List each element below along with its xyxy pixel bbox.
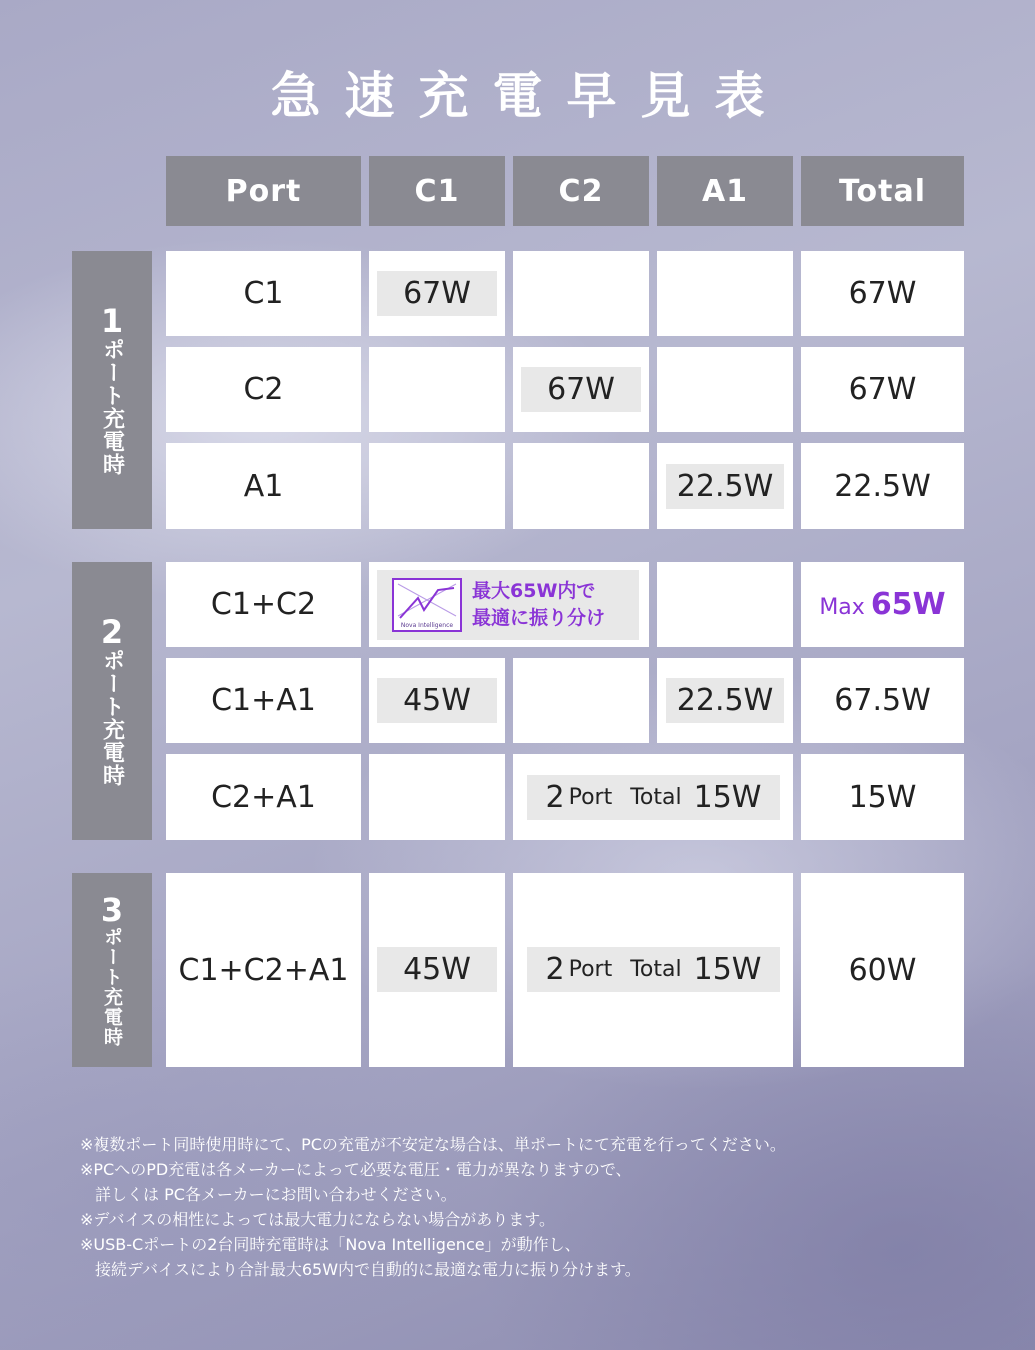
row-c1-port: C1 <box>166 251 361 336</box>
row-c1-total: 67W <box>801 251 964 336</box>
row-c1-a1-cell <box>657 251 793 336</box>
header-c2: C2 <box>513 156 649 226</box>
group-1-label <box>72 251 152 529</box>
group-2-number: 2 <box>100 613 124 651</box>
note-3: ※デバイスの相性によっては最大電力にならない場合があります。 <box>80 1210 556 1229</box>
nova-line-1: 最大65W内で <box>472 580 596 602</box>
row-c2a1-total: 15W <box>801 754 964 840</box>
header-total: Total <box>801 156 964 226</box>
row-all-shared-value <box>527 947 780 992</box>
nova-intelligence-note <box>377 570 639 640</box>
row-c1a1-total: 67.5W <box>801 658 964 743</box>
row-c2a1-c1-cell <box>369 754 505 840</box>
footnotes <box>80 1132 786 1282</box>
shared-total-value: 15W <box>693 780 762 815</box>
group-3-text: ポート充電時 <box>101 927 123 1047</box>
row-a1-a1-value: 22.5W <box>666 464 784 509</box>
row-a1-c2-cell <box>513 443 649 529</box>
row-c2a1-shared-value <box>527 775 780 820</box>
row-a1-port: A1 <box>166 443 361 529</box>
shared-port-label: Port <box>568 957 613 982</box>
shared-total-label: Total <box>630 785 682 810</box>
note-4-cont: 接続デバイスにより合計最大65W内で自動的に最適な電力に振り分けます。 <box>95 1260 641 1279</box>
header-a1: A1 <box>657 156 793 226</box>
row-c2-total: 67W <box>801 347 964 432</box>
group-1-number: 1 <box>100 302 124 340</box>
row-c1-c1-value: 67W <box>377 271 497 316</box>
row-a1-c1-cell <box>369 443 505 529</box>
group-1-text: ポート充電時 <box>99 338 125 476</box>
row-all-port: C1+C2+A1 <box>166 873 361 1067</box>
row-c2a1-port: C2+A1 <box>166 754 361 840</box>
row-c1a1-c1-value: 45W <box>377 678 497 723</box>
shared-port-count: 2 <box>545 952 565 987</box>
row-c1c2-total <box>801 562 964 647</box>
shared-port-label: Port <box>568 785 613 810</box>
note-2: ※PCへのPD充電は各メーカーによって必要な電圧・電力が異なりますので、 <box>80 1160 632 1179</box>
row-c2-port: C2 <box>166 347 361 432</box>
nova-logo-text: Nova Intelligence <box>400 622 454 629</box>
row-all-c1-value: 45W <box>377 947 497 992</box>
row-c1c2-a1-cell <box>657 562 793 647</box>
group-3-label <box>72 873 152 1067</box>
row-c1c2-port: C1+C2 <box>166 562 361 647</box>
shared-port-count: 2 <box>545 780 565 815</box>
group-2-text: ポート充電時 <box>99 649 125 787</box>
row-c1a1-c2-cell <box>513 658 649 743</box>
note-2-cont: 詳しくは PC各メーカーにお問い合わせください。 <box>95 1185 457 1204</box>
shared-total-value: 15W <box>693 952 762 987</box>
max-value: 65W <box>870 587 946 622</box>
row-c2-c1-cell <box>369 347 505 432</box>
row-c1a1-port: C1+A1 <box>166 658 361 743</box>
group-3-number: 3 <box>100 891 124 929</box>
row-c1-c2-cell <box>513 251 649 336</box>
page-title: 急速充電早見表 <box>270 67 789 125</box>
nova-description <box>472 578 605 632</box>
note-1: ※複数ポート同時使用時にて、PCの充電が不安定な場合は、単ポートにて充電を行ってください。 <box>80 1135 786 1154</box>
row-c2-c2-value: 67W <box>521 367 641 412</box>
row-c2-a1-cell <box>657 347 793 432</box>
group-2-label <box>72 562 152 840</box>
header-port: Port <box>166 156 361 226</box>
row-a1-total: 22.5W <box>801 443 964 529</box>
nova-line-2: 最適に振り分け <box>472 607 606 629</box>
max-prefix: Max <box>819 595 865 620</box>
shared-total-label: Total <box>630 957 682 982</box>
row-c1a1-a1-value: 22.5W <box>666 678 784 723</box>
header-c1: C1 <box>369 156 505 226</box>
row-all-total: 60W <box>801 873 964 1067</box>
note-4: ※USB-Cポートの2台同時充電時は「Nova Intelligence」が動作し、 <box>80 1235 581 1254</box>
nova-intelligence-logo <box>392 578 462 632</box>
